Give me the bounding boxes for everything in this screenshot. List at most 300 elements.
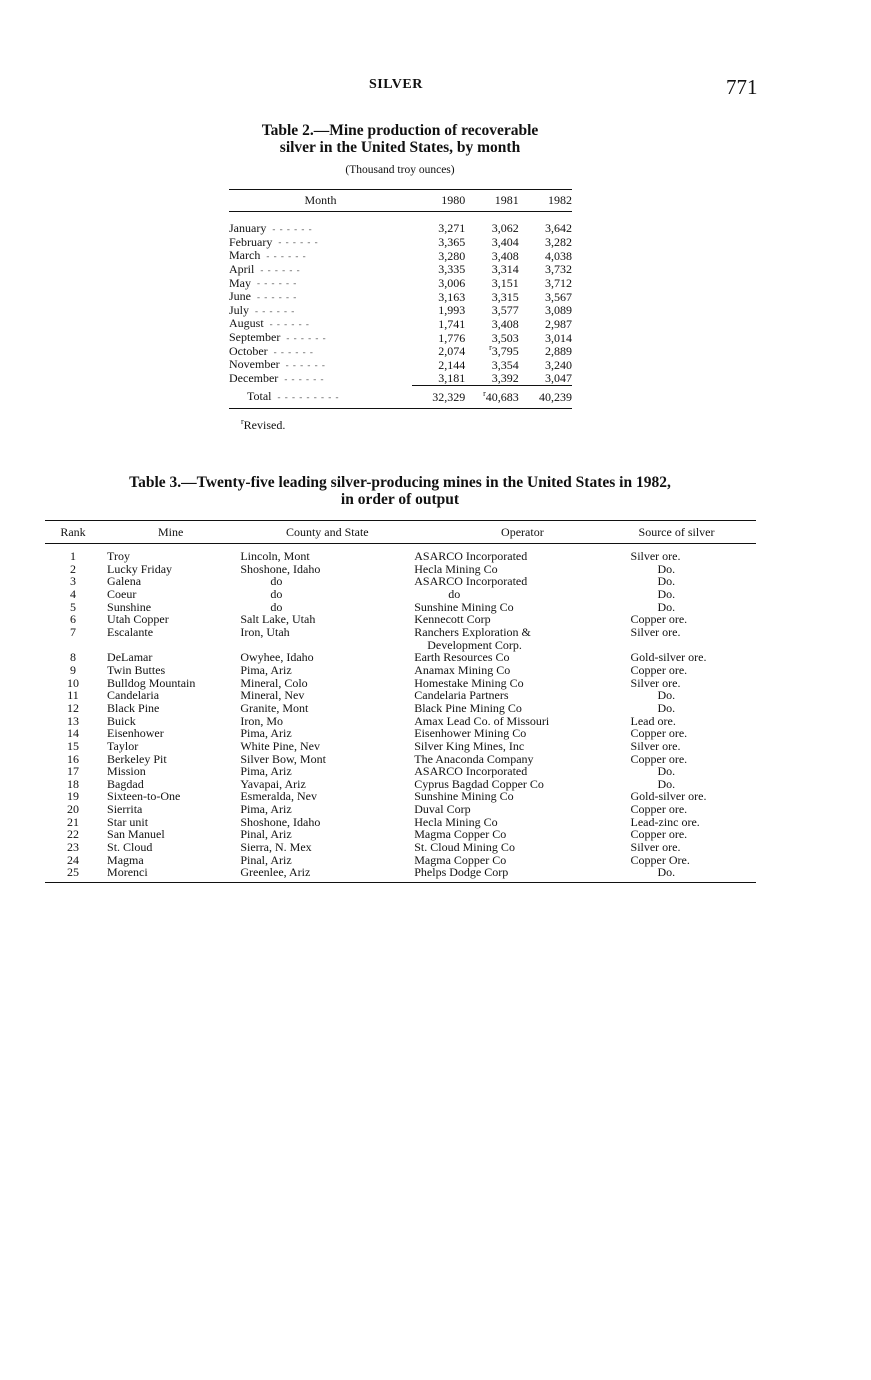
operator-name: Earth Resources Co: [414, 650, 510, 665]
table-row: [45, 651, 756, 664]
rank-cell: 23: [67, 840, 80, 855]
operator-name: do: [448, 586, 461, 601]
table-row: [45, 689, 756, 702]
revised-mark: r: [483, 388, 486, 398]
mine-cell: Morenci: [101, 866, 240, 882]
value-cell-y1980: [412, 290, 465, 304]
source-cell: Copper ore.: [630, 751, 688, 766]
leader-dots: - - - - - -: [286, 332, 327, 343]
operator-name: Hecla Mining Co: [414, 561, 498, 576]
rank-cell: 9: [70, 662, 77, 677]
value: 2,889: [545, 344, 572, 359]
value-cell-y1980: [412, 331, 465, 345]
value-cell-y1980: [412, 372, 465, 386]
month-label: December: [229, 371, 279, 386]
rank-cell: 4: [70, 586, 77, 601]
value-cell-y1982: [519, 290, 572, 304]
value-cell-y1981: [465, 249, 519, 263]
table3: [45, 520, 756, 883]
value: 3,006: [438, 275, 466, 290]
county-cell: Pinal, Ariz: [240, 827, 292, 842]
value: 3,392: [491, 371, 519, 386]
value: 3,163: [438, 289, 466, 304]
value-cell-y1982: [519, 317, 572, 331]
county-cell: Sierra, N. Mex: [240, 840, 312, 855]
rank-cell: 3: [70, 574, 77, 589]
mine-cell: Lucky Friday: [107, 561, 173, 576]
value-cell-y1980: [412, 222, 465, 236]
source-cell: Copper ore.: [630, 827, 688, 842]
month-label: October: [229, 343, 268, 358]
mine-cell: Sixteen-to-One: [107, 789, 181, 804]
value: 3,315: [491, 289, 519, 304]
value-cell-y1981: [465, 358, 519, 372]
county-cell: Salt Lake, Utah: [240, 612, 316, 627]
source-cell: Lead ore.: [630, 713, 676, 728]
mine-cell: Escalante: [107, 624, 154, 639]
table-row: [45, 841, 756, 854]
operator-name: The Anaconda Company: [414, 751, 534, 766]
value-cell-y1982: [519, 372, 572, 386]
month-cell: [229, 331, 412, 345]
month-cell: [229, 304, 412, 318]
table-row: [45, 765, 756, 778]
mine-cell: Star unit: [107, 814, 149, 829]
rank-cell: 20: [67, 802, 80, 817]
leader-dots: - - - - - -: [266, 251, 307, 262]
source-cell: Do.: [657, 764, 676, 779]
value-cell-y1982: [519, 236, 572, 250]
value: 3,642: [545, 221, 572, 236]
table2-caption-line2: silver in the United States, by month: [279, 139, 521, 156]
rank-cell: 13: [67, 713, 80, 728]
mine-cell: Troy: [107, 549, 130, 563]
month-label: February: [229, 234, 273, 249]
operator-cell: [414, 866, 630, 882]
table2-footnote-mark: r: [241, 417, 244, 426]
mine-cell: San Manuel: [107, 827, 165, 842]
table2-footnote-text: Revised.: [243, 418, 286, 432]
table3-header-source: Source of silver: [631, 521, 756, 544]
operator-name-line2: Development Corp.: [427, 637, 522, 652]
mine-cell: Eisenhower: [107, 726, 164, 741]
table3-header-row: [45, 521, 756, 544]
table-row: [45, 626, 756, 651]
operator-name: St. Cloud Mining Co: [414, 840, 515, 855]
mine-cell: Buick: [107, 713, 136, 728]
rank-cell: 19: [67, 789, 80, 804]
mine-cell: Candelaria: [107, 688, 160, 703]
operator-name: Silver King Mines, Inc: [414, 738, 525, 753]
value: 1,993: [438, 303, 466, 318]
operator-name: Phelps Dodge Corp: [414, 865, 509, 880]
value-cell-y1980: [412, 277, 465, 291]
leader-dots: - - - - - - - - -: [277, 391, 340, 402]
county-cell: Esmeralda, Nev: [240, 789, 317, 804]
value-cell-y1980: [412, 236, 465, 250]
mine-cell: DeLamar: [107, 650, 153, 665]
table2-units: (Thousand troy ounces): [345, 164, 455, 176]
month-label: January: [229, 221, 267, 235]
county-cell: Shoshone, Idaho: [240, 814, 321, 829]
month-label: July: [229, 302, 250, 317]
rank-cell: 16: [67, 751, 80, 766]
mine-cell: Berkeley Pit: [107, 751, 167, 766]
table2-caption-line1: Table 2.—Mine production of recoverable: [261, 122, 539, 139]
county-cell: White Pine, Nev: [240, 738, 320, 753]
table-row: [229, 331, 572, 345]
table2-header-month: Month: [229, 190, 412, 212]
operator-cell: [414, 626, 630, 651]
source-cell: Silver ore.: [630, 675, 681, 690]
table3-caption-line2: in order of output: [340, 491, 460, 508]
mine-cell: Magma: [107, 852, 144, 867]
table-row: [229, 277, 572, 291]
table-row: [229, 263, 572, 277]
source-cell: Do.: [657, 700, 676, 715]
total-label: Total: [247, 389, 272, 404]
table-row: [45, 550, 756, 563]
table-row: [45, 866, 756, 882]
month-cell: [229, 249, 412, 263]
table3-header-county: County and State: [240, 521, 414, 544]
source-cell: Copper ore.: [630, 612, 688, 627]
mine-cell: Taylor: [107, 738, 139, 753]
mine-cell: Coeur: [107, 586, 137, 601]
table-row: [229, 372, 572, 386]
rank-cell: 8: [70, 650, 77, 665]
total-cell-y1982: [519, 386, 572, 409]
table-row: [45, 740, 756, 753]
value: 3,335: [438, 262, 466, 277]
operator-name: Black Pine Mining Co: [414, 700, 522, 715]
value: 3,408: [491, 316, 519, 331]
source-cell: Copper ore.: [630, 662, 688, 677]
running-title: SILVER: [369, 77, 423, 92]
table2-total-row: [229, 386, 572, 409]
table-row: [45, 575, 756, 588]
table3-header-operator: Operator: [414, 521, 630, 544]
table3-caption: [60, 474, 740, 508]
value: 3,151: [491, 275, 519, 290]
table-row: [229, 249, 572, 263]
total-cell-y1981: [465, 386, 519, 409]
rank-cell: 15: [67, 738, 80, 753]
table-row: [45, 727, 756, 740]
source-cell: Silver ore.: [630, 840, 681, 855]
leader-dots: - - - - - -: [257, 278, 298, 289]
source-cell: Do.: [631, 866, 756, 882]
value-cell-y1982: [519, 277, 572, 291]
value: 3,240: [545, 357, 572, 372]
table-row: [45, 588, 756, 601]
mine-cell: Sierrita: [107, 802, 143, 817]
month-label: June: [229, 289, 251, 304]
month-cell: [229, 317, 412, 331]
table3-header-rank: Rank: [45, 521, 101, 544]
month-cell: [229, 222, 412, 236]
county-cell: do: [270, 586, 283, 601]
value-cell-y1981: [465, 317, 519, 331]
value-cell-y1980: [412, 249, 465, 263]
value: 3,404: [491, 235, 519, 250]
table-row: [229, 345, 572, 359]
month-label: September: [229, 330, 281, 345]
month-cell: [229, 290, 412, 304]
county-cell: Pima, Ariz: [240, 802, 292, 817]
value: 1,776: [438, 330, 466, 345]
operator-name: Eisenhower Mining Co: [414, 726, 527, 741]
mine-cell: Mission: [107, 764, 146, 779]
operator-name: ASARCO Incorporated: [414, 549, 528, 563]
source-cell: Do.: [657, 586, 676, 601]
county-cell: Mineral, Nev: [240, 688, 305, 703]
value-cell-y1981: [465, 290, 519, 304]
rank-cell: 11: [67, 688, 79, 703]
operator-name: Magma Copper Co: [414, 827, 507, 842]
value: 3,577: [491, 303, 519, 318]
value-cell-y1982: [519, 249, 572, 263]
rank-cell: 18: [67, 776, 80, 791]
source-cell: Do.: [657, 574, 676, 589]
table2-caption: [200, 122, 600, 156]
county-cell: Silver Bow, Mont: [240, 751, 326, 766]
value: 3,567: [545, 289, 572, 304]
leader-dots: - - - - - -: [257, 292, 298, 303]
county-cell: Shoshone, Idaho: [240, 561, 321, 576]
table2-header-1981: 1981: [465, 190, 519, 212]
mine-cell: Utah Copper: [107, 612, 169, 627]
value-cell-y1982: [519, 331, 572, 345]
table2-header-1982: 1982: [519, 190, 572, 212]
rank-cell: 14: [67, 726, 80, 741]
running-head: [0, 75, 871, 97]
month-cell: [229, 358, 412, 372]
table3-header-mine: Mine: [101, 521, 240, 544]
county-cell: Granite, Mont: [240, 700, 309, 715]
leader-dots: - - - - - -: [273, 346, 314, 357]
rank-cell: 10: [67, 675, 80, 690]
county-cell: Pinal, Ariz: [240, 852, 292, 867]
county-cell: Lincoln, Mont: [240, 549, 310, 563]
source-cell: Silver ore.: [630, 738, 681, 753]
table-row: [45, 854, 756, 867]
value: 3,314: [491, 262, 519, 277]
source-cell: Silver ore.: [630, 624, 681, 639]
operator-name: Magma Copper Co: [414, 852, 507, 867]
value-cell-y1980: [412, 263, 465, 277]
value: 3,365: [438, 235, 466, 250]
value: 1,741: [438, 316, 466, 331]
value-cell-y1980: [412, 358, 465, 372]
county-cell: Iron, Utah: [240, 624, 290, 639]
mine-cell: Galena: [107, 574, 142, 589]
rank-cell: 5: [70, 599, 77, 614]
source-cell: Copper ore.: [630, 726, 688, 741]
value-cell-y1981: [465, 345, 519, 359]
operator-name: Homestake Mining Co: [414, 675, 524, 690]
table2-footnote: [241, 417, 285, 433]
source-cell: Gold-silver ore.: [630, 789, 707, 804]
table-row: [229, 222, 572, 236]
value: 3,280: [438, 248, 466, 263]
leader-dots: - - - - - -: [284, 373, 325, 384]
value: 4,038: [545, 248, 572, 263]
mine-cell: Bulldog Mountain: [107, 675, 196, 690]
value-cell-y1980: [412, 304, 465, 318]
value: 32,329: [432, 389, 466, 404]
value: 40,683: [485, 389, 519, 404]
rank-cell: 12: [67, 700, 80, 715]
source-cell: Do.: [657, 776, 676, 791]
value: 3,732: [545, 262, 572, 277]
leader-dots: - - - - - -: [269, 319, 310, 330]
source-cell: Do.: [657, 599, 676, 614]
operator-name: Kennecott Corp: [414, 612, 491, 627]
county-cell: Pima, Ariz: [240, 764, 292, 779]
value-cell-y1982: [519, 222, 572, 236]
operator-name: Amax Lead Co. of Missouri: [414, 713, 550, 728]
value: 3,047: [545, 371, 572, 386]
value-cell-y1981: [465, 372, 519, 386]
total-label-cell: [229, 386, 412, 409]
month-label: August: [229, 316, 264, 331]
leader-dots: - - - - - -: [255, 305, 296, 316]
county-cell: Owyhee, Idaho: [240, 650, 314, 665]
value: 40,239: [539, 389, 572, 404]
month-label: April: [229, 261, 255, 276]
county-cell: Greenlee, Ariz: [240, 866, 414, 882]
value-cell-y1981: [465, 263, 519, 277]
county-cell: Mineral, Colo: [240, 675, 308, 690]
value: 3,062: [491, 221, 519, 236]
value-cell-y1982: [519, 304, 572, 318]
operator-name: Candelaria Partners: [414, 688, 509, 703]
value-cell-y1980: [412, 345, 465, 359]
month-cell: [229, 372, 412, 386]
table-row: [229, 358, 572, 372]
county-cell: Pima, Ariz: [240, 662, 292, 677]
rank-cell: 21: [67, 814, 80, 829]
source-cell: Do.: [657, 688, 676, 703]
table-row: [229, 290, 572, 304]
county-cell: Yavapai, Ariz: [240, 776, 306, 791]
value-cell-y1982: [519, 345, 572, 359]
operator-name: Hecla Mining Co: [414, 814, 498, 829]
value: 3,282: [545, 235, 572, 250]
month-label: March: [229, 248, 261, 263]
month-label: November: [229, 357, 280, 372]
mine-cell: St. Cloud: [107, 840, 153, 855]
table-row: [45, 803, 756, 816]
month-label: May: [229, 275, 251, 290]
mine-cell: Black Pine: [107, 700, 160, 715]
rank-cell: 1: [70, 549, 77, 563]
table2-header-row: [229, 190, 572, 212]
value: 2,987: [545, 316, 572, 331]
county-cell: Iron, Mo: [240, 713, 284, 728]
table-row: [45, 702, 756, 715]
mine-cell: Sunshine: [107, 599, 152, 614]
leader-dots: - - - - - -: [285, 360, 326, 371]
table-row: [45, 563, 756, 576]
source-cell: Gold-silver ore.: [630, 650, 707, 665]
table-row: [229, 317, 572, 331]
rank-cell: 7: [70, 624, 77, 639]
operator-name: Duval Corp: [414, 802, 471, 817]
rank-cell: 22: [67, 827, 80, 842]
revised-mark: r: [489, 343, 492, 353]
value: 3,271: [438, 221, 466, 236]
value: 3,089: [545, 303, 572, 318]
total-cell-y1980: [412, 386, 465, 409]
table-row: [45, 664, 756, 677]
month-cell: [229, 345, 412, 359]
value: 3,712: [545, 275, 572, 290]
value-cell-y1981: [465, 277, 519, 291]
source-cell: Copper ore.: [630, 802, 688, 817]
value: 3,503: [491, 330, 519, 345]
value-cell-y1981: [465, 222, 519, 236]
table3-caption-line1: Table 3.—Twenty-five leading silver-producing mines in the United States in 1982,: [129, 474, 671, 491]
leader-dots: - - - - - -: [272, 223, 313, 234]
value: 2,144: [438, 357, 466, 372]
operator-name: Sunshine Mining Co: [414, 789, 514, 804]
rank-cell: 24: [67, 852, 80, 867]
source-cell: Silver ore.: [630, 549, 681, 563]
source-cell: Copper Ore.: [630, 852, 690, 867]
operator-name: Anamax Mining Co: [414, 662, 511, 677]
source-cell: Do.: [657, 561, 676, 576]
county-cell: do: [270, 574, 283, 589]
operator-name: Ranchers Exploration &: [414, 624, 531, 639]
month-cell: [229, 236, 412, 250]
value-cell-y1980: [412, 317, 465, 331]
value: 3,795: [491, 344, 519, 359]
leader-dots: - - - - - -: [278, 237, 319, 248]
month-cell: [229, 263, 412, 277]
table2-spacer: [229, 212, 572, 223]
value: 2,074: [438, 344, 466, 359]
table2: [229, 189, 572, 409]
mine-cell: Twin Buttes: [107, 662, 166, 677]
value-cell-y1981: [465, 236, 519, 250]
value: 3,408: [491, 248, 519, 263]
page-number: 771: [726, 75, 758, 99]
operator-name: Sunshine Mining Co: [414, 599, 514, 614]
operator-name: ASARCO Incorporated: [414, 764, 528, 779]
value: 3,014: [545, 330, 572, 345]
source-cell: Lead-zinc ore.: [630, 814, 700, 829]
table2-header-1980: 1980: [412, 190, 465, 212]
mine-cell: Bagdad: [107, 776, 144, 791]
month-cell: [229, 277, 412, 291]
county-cell: do: [270, 599, 283, 614]
table-row: [45, 753, 756, 766]
rank-cell: 25: [45, 866, 101, 882]
value-cell-y1982: [519, 358, 572, 372]
value: 3,181: [438, 371, 466, 386]
operator-name: ASARCO Incorporated: [414, 574, 528, 589]
rank-cell: 6: [70, 612, 77, 627]
county-cell: Pima, Ariz: [240, 726, 292, 741]
table-row: [229, 236, 572, 250]
rank-cell: 2: [70, 561, 77, 576]
value-cell-y1982: [519, 263, 572, 277]
table-row: [229, 304, 572, 318]
value-cell-y1981: [465, 304, 519, 318]
leader-dots: - - - - - -: [260, 264, 301, 275]
